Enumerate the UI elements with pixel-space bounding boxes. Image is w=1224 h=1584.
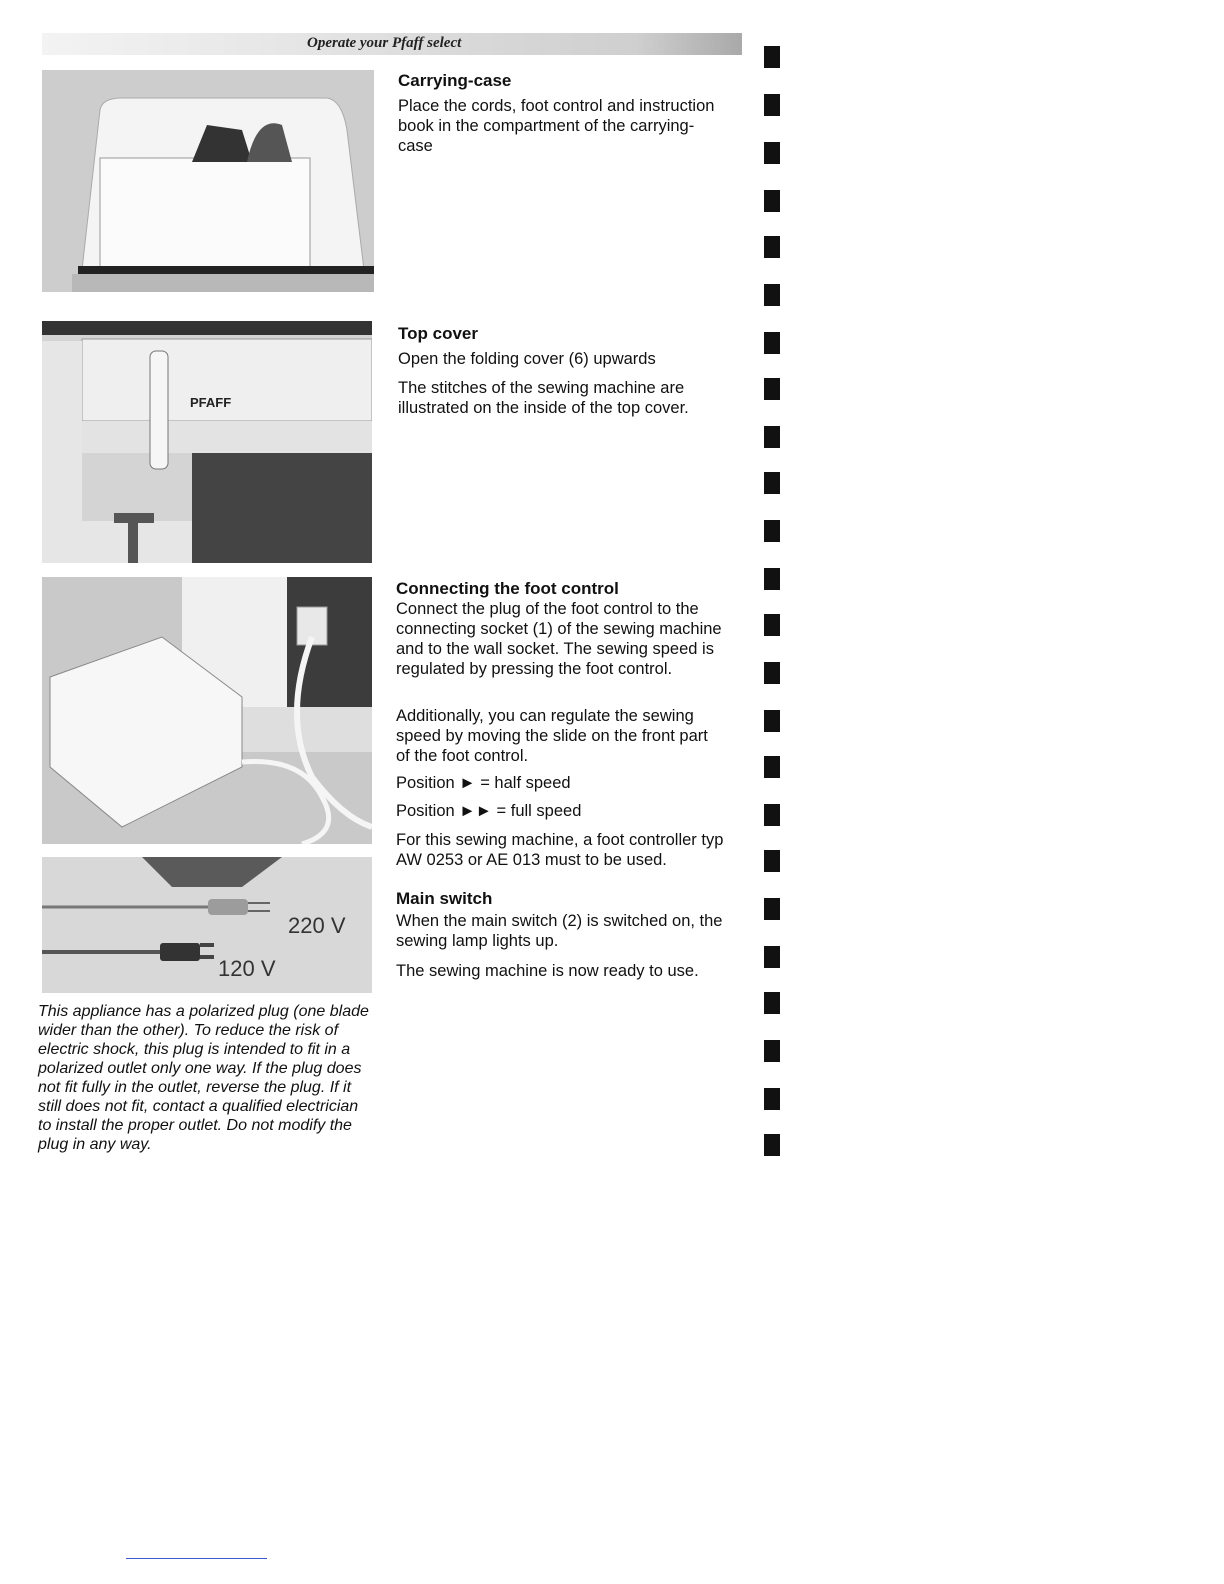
binding-tab — [764, 378, 780, 400]
binding-tab — [764, 236, 780, 258]
carrying-case-text: Place the cords, foot control and instruction book in the compartment of the carrying-case — [398, 97, 715, 155]
main-switch-text-2: The sewing machine is now ready to use. — [396, 962, 699, 980]
binding-tab — [764, 520, 780, 542]
binding-tab — [764, 756, 780, 778]
binding-tab — [764, 1088, 780, 1110]
main-switch-text-1: When the main switch (2) is switched on, the sewing lamp lights up. — [396, 912, 723, 950]
foot-control-photo — [42, 577, 372, 844]
binding-tab — [764, 94, 780, 116]
binding-tab — [764, 190, 780, 212]
voltage-120-label: 120 V — [218, 956, 276, 981]
pfaff-brand-label: PFAFF — [190, 395, 232, 410]
page-header-title: Operate your Pfaff select — [307, 35, 462, 51]
binding-tab — [764, 614, 780, 636]
binding-tab — [764, 284, 780, 306]
binding-tab — [764, 662, 780, 684]
binding-tab — [764, 946, 780, 968]
binding-tab — [764, 1040, 780, 1062]
footer-rule — [126, 1558, 267, 1559]
binding-tab — [764, 332, 780, 354]
binding-tab — [764, 142, 780, 164]
plugs-photo — [42, 857, 372, 993]
carrying-case-photo — [42, 70, 374, 292]
binding-tabs — [760, 40, 810, 1170]
binding-tab — [764, 46, 780, 68]
binding-tab — [764, 426, 780, 448]
position-half-speed: Position ► = half speed — [396, 774, 571, 792]
binding-tab — [764, 710, 780, 732]
binding-tab — [764, 804, 780, 826]
polarized-plug-note: This appliance has a polarized plug (one blade wider than the other). To reduce the risk of electric shock, this plug is intended to fit in a polarized outlet only one way. If the plug does not fit fully in the outlet, reverse the plug. If it still does not fit, contact a qualified electrician to install the proper outlet. Do not modify the plug in any way. — [38, 1003, 369, 1153]
binding-tab — [764, 898, 780, 920]
foot-control-text-1: Connect the plug of the foot control to the connecting socket (1) of the sewing machine and to the wall socket. The sewing speed is regulated by pressing the foot control. — [396, 600, 722, 678]
foot-control-text-3: For this sewing machine, a foot controller typ AW 0253 or AE 013 must to be used. — [396, 831, 724, 869]
main-switch-heading: Main switch — [396, 889, 493, 908]
top-cover-text-2: The stitches of the sewing machine are illustrated on the inside of the top cover. — [398, 379, 689, 417]
voltage-220-label: 220 V — [288, 913, 346, 938]
binding-tab — [764, 568, 780, 590]
top-cover-photo — [42, 321, 372, 563]
top-cover-heading: Top cover — [398, 324, 478, 343]
position-full-speed: Position ►► = full speed — [396, 802, 582, 820]
foot-control-text-2: Additionally, you can regulate the sewing speed by moving the slide on the front part of the foot control. — [396, 707, 708, 765]
binding-tab — [764, 850, 780, 872]
top-cover-text-1: Open the folding cover (6) upwards — [398, 350, 656, 368]
binding-tab — [764, 1134, 780, 1156]
foot-control-heading: Connecting the foot control — [396, 579, 619, 598]
carrying-case-heading: Carrying-case — [398, 71, 512, 90]
binding-tab — [764, 992, 780, 1014]
binding-tab — [764, 472, 780, 494]
